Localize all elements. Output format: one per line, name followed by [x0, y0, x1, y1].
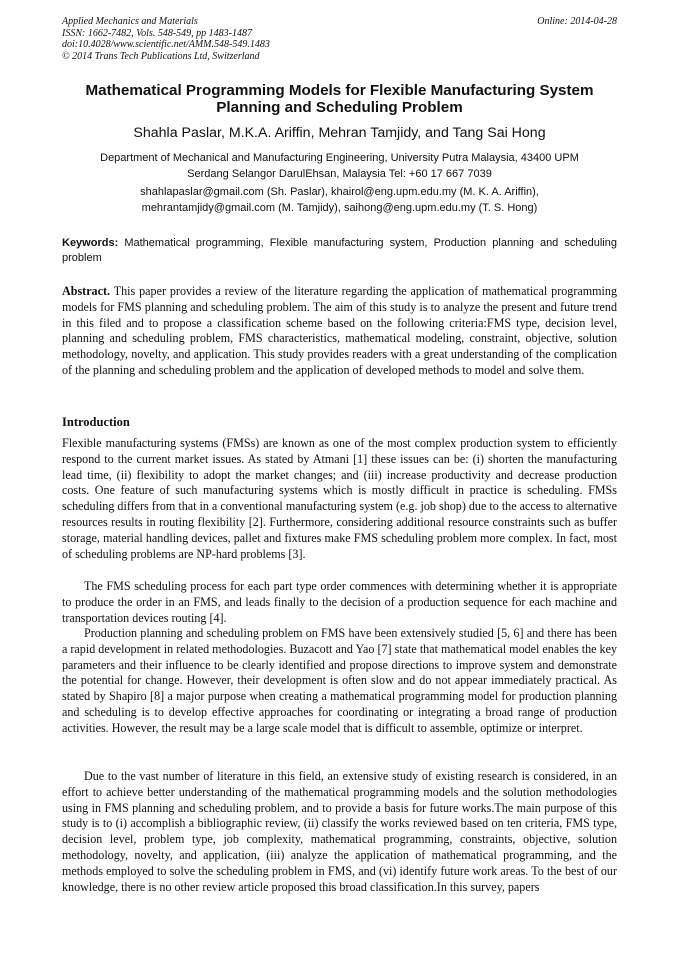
- section-heading-introduction: Introduction: [62, 415, 130, 429]
- affiliation-line-2: Serdang Selangor DarulEhsan, Malaysia Tel: +60 17 667 7039: [187, 167, 492, 180]
- abstract: [62, 284, 617, 379]
- affiliation-line-1: Department of Mechanical and Manufacturing Engineering, University Putra Malaysia, 43400 UPM: [100, 152, 579, 164]
- author-emails: [62, 185, 617, 216]
- intro-paragraph-4: Due to the vast number of literature in this field, an extensive study of existing research is considered, in an effort to achieve better understanding of the mathematical programming models and the solution methodologies using in FMS planning and scheduling problem, and to provide a basis for future works.The main purpose of this study is to (i) accomplish a bibliographic review, (ii) classify the works reviewed based on ten criteria, FMS type, decision level, problem type, job complexity, mathematical programming, constraints, objective, solution methodology, novelty, and application, (iii) analyze the application of mathematical programming, and the methods employed to solve the scheduling problem in FMS, and (vi) identify future work areas. To the best of our knowledge, there is no other review article proposed this broad classification.In this survey, papers: [62, 769, 617, 894]
- keywords-label: Keywords:: [62, 237, 119, 249]
- email-line-1: shahlapaslar@gmail.com (Sh. Paslar), khairol@eng.upm.edu.my (M. K. A. Ariffin),: [140, 186, 539, 198]
- copyright-line: © 2014 Trans Tech Publications Ltd, Switzerland: [62, 50, 260, 62]
- journal-header: [62, 16, 617, 62]
- online-date: Online: 2014-04-28: [537, 16, 617, 27]
- author-list: Shahla Paslar, M.K.A. Ariffin, Mehran Tamjidy, and Tang Sai Hong: [133, 125, 546, 141]
- doi-line: doi:10.4028/www.scientific.net/AMM.548-549.1483: [62, 39, 270, 51]
- keywords-text: Mathematical programming, Flexible manufacturing system, Production planning and scheduling problem: [62, 237, 617, 264]
- email-line-2: mehrantamjidy@gmail.com (M. Tamjidy), saihong@eng.upm.edu.my (T. S. Hong): [141, 201, 538, 214]
- abstract-label: Abstract.: [62, 284, 111, 298]
- intro-paragraph-3: Production planning and scheduling problem on FMS have been extensively studied [5, 6] and there has been a rapid development in related methodologies. Buzacott and Yao [7] state that mathematical model enables the key parameters and their influence to be clearly identified and propose directions to improve system and demonstrate the potential for change. However, their development is often slow and do not appear immediately practical. As stated by Shapiro [8] a major purpose when creating a mathematical programming model for production planning and scheduling is to develop effective approaches for coordinating or integrating a broad range of production activities. However, the result may be a large scale model that is difficult to assemble, optimize or interpret.: [62, 626, 617, 735]
- intro-paragraph-2: The FMS scheduling process for each part type order commences with determining whether it is appropriate to produce the order in an FMS, and leads finally to the decision of a production sequence for each machine and transportation devices routing [4].: [62, 579, 617, 625]
- abstract-text: This paper provides a review of the literature regarding the application of mathematical programming models for FMS planning and scheduling problem. The aim of this study is to analyze the present and future trend in this filed and to propose a classification scheme based on the following criteria:FMS type, decision level, planning and scheduling problem, FMS characteristics, mathematical modeling, constraint, objective, solution methodology, novelty, and application. This study provides readers with a great understanding of the complication of the planning and scheduling problem and the application of developed methods to model and solve them.: [62, 284, 617, 377]
- affiliation: [62, 151, 617, 182]
- journal-name: Applied Mechanics and Materials: [62, 16, 198, 27]
- paper-title: Mathematical Programming Models for Flexible Manufacturing System Planning and Scheduling Problem: [85, 82, 594, 116]
- keywords: [62, 236, 617, 265]
- intro-paragraph-1: Flexible manufacturing systems (FMSs) are known as one of the most complex production system to efficiently respond to the current market issues. As stated by Atmani [1] these issues can be: (i) shorten the manufacturing lead time, (ii) flexibility to adopt the market changes; and (iii) increase productivity and decrease production costs. One feature of such manufacturing systems which is mostly difficult in practice is scheduling. FMSs scheduling differs from that in a conventional manufacturing system (e.g. job shop) due to the access to alternative resources results in routing flexibility [2]. Furthermore, considering additional resource constraints such as buffer storage, material handling devices, pallet and fixtures make FMS scheduling problem more complex. In fact, most of scheduling problems are NP-hard problems [3].: [62, 436, 617, 561]
- issn-line: ISSN: 1662-7482, Vols. 548-549, pp 1483-1487: [62, 27, 252, 39]
